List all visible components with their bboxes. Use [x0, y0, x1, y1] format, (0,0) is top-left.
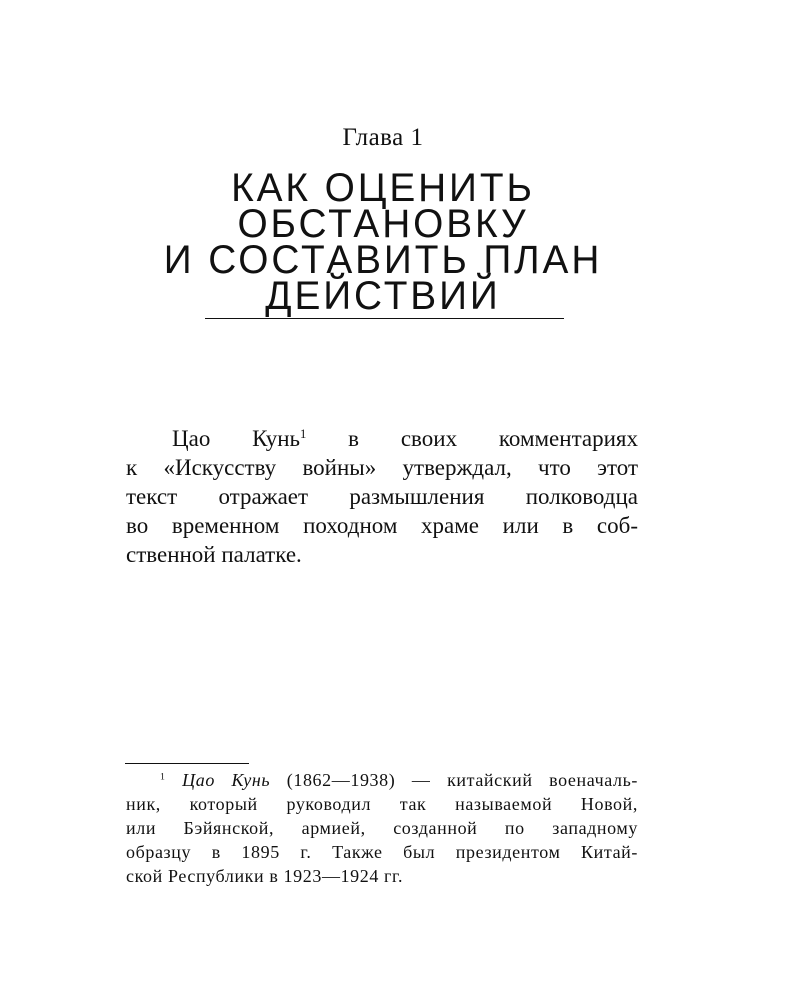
chapter-title-line: КАК ОЦЕНИТЬ [231, 166, 535, 210]
footnote-divider [125, 763, 249, 764]
footnote-marker: 1 [160, 771, 166, 783]
paragraph-text: в своих комментариях [306, 426, 639, 451]
paragraph-line: во временном походном храме или в соб- [126, 513, 638, 538]
chapter-title-line: ДЕЙСТВИЙ [265, 274, 501, 318]
chapter-label: Глава 1 [342, 124, 424, 151]
paragraph-line: к «Искусству войны» утверждал, что этот [126, 455, 638, 480]
paragraph-text: Цао Кунь [172, 426, 301, 451]
body-paragraph [126, 424, 638, 569]
paragraph-line: ственной палатке. [126, 542, 302, 567]
footnote-reference: 1 [300, 426, 307, 441]
footnote-line [126, 768, 638, 792]
footnote-name: Цао Кунь [182, 770, 271, 790]
footnote-line: ник, который руководил так называемой Новой, [126, 794, 638, 814]
footnote-line: ской Республики в 1923—1924 гг. [126, 866, 404, 886]
chapter-title-line: ОБСТАНОВКУ [237, 202, 529, 246]
paragraph-line [126, 424, 638, 453]
footnote-line: образцу в 1895 г. Также был президентом Китай- [126, 842, 638, 862]
title-divider [205, 318, 564, 319]
footnote-text: (1862—1938) — китайский военачаль- [270, 770, 638, 790]
paragraph-line: текст отражает размышления полководца [126, 484, 638, 509]
footnote [126, 768, 638, 888]
footnote-line: или Бэйянской, армией, созданной по западному [126, 818, 638, 838]
chapter-title-line: И СОСТАВИТЬ ПЛАН [163, 238, 603, 282]
chapter-title [11, 166, 754, 318]
